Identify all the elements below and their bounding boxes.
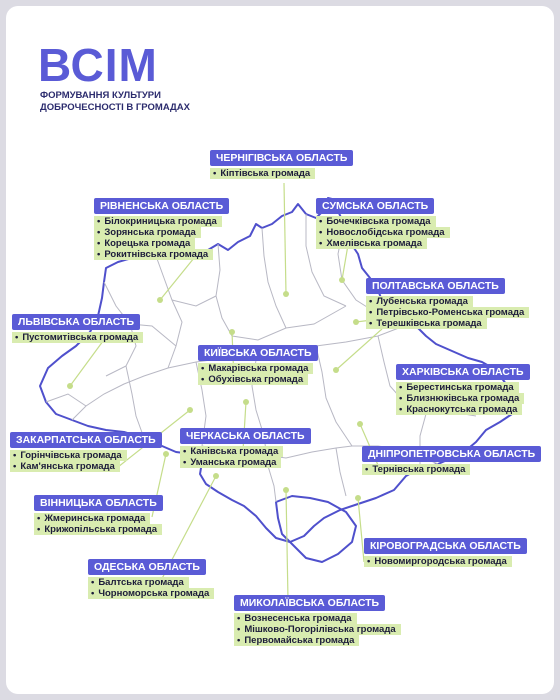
region-kharkivska xyxy=(396,362,530,415)
community-item: • Макарівська громада xyxy=(198,363,313,374)
community-item: • Первомайська громада xyxy=(234,635,359,646)
region-rivnenska xyxy=(94,196,229,260)
community-item: • Лубенська громада xyxy=(366,296,473,307)
community-item: • Чорноморська громада xyxy=(88,588,214,599)
community-item: • Вознесенська громада xyxy=(234,613,357,624)
region-title: ОДЕСЬКА ОБЛАСТЬ xyxy=(88,559,206,575)
region-mykolaivska xyxy=(234,593,401,646)
region-title: РІВНЕНСЬКА ОБЛАСТЬ xyxy=(94,198,229,214)
subtitle-line: ФОРМУВАННЯ КУЛЬТУРИ xyxy=(40,90,161,101)
region-vinnytska xyxy=(34,493,163,535)
region-chernihivska xyxy=(210,148,353,179)
region-lvivska xyxy=(12,312,143,343)
region-title: ХАРКІВСЬКА ОБЛАСТЬ xyxy=(396,364,530,380)
region-sumska xyxy=(316,196,450,249)
community-item: • Хмелівська громада xyxy=(316,238,427,249)
community-item: • Мішково-Погорілівська громада xyxy=(234,624,401,635)
community-item: • Горінчівська громада xyxy=(10,450,127,461)
region-title: ДНІПРОПЕТРОВСЬКА ОБЛАСТЬ xyxy=(362,446,541,462)
community-item: • Корецька громада xyxy=(94,238,195,249)
community-item: • Уманська громада xyxy=(180,457,281,468)
region-kirovohradska xyxy=(364,536,527,567)
community-item: • Пустомитівська громада xyxy=(12,332,143,343)
community-item: • Канівська громада xyxy=(180,446,283,457)
logo: ВСІМ xyxy=(38,39,158,91)
community-item: • Берестинська громада xyxy=(396,382,519,393)
region-odeska xyxy=(88,557,214,599)
region-poltavska xyxy=(366,276,529,329)
region-title: ЗАКАРПАТСЬКА ОБЛАСТЬ xyxy=(10,432,162,448)
subtitle xyxy=(40,90,190,114)
crimea-border xyxy=(276,496,356,562)
region-title: ЧЕРКАСЬКА ОБЛАСТЬ xyxy=(180,428,311,444)
region-title: КІРОВОГРАДСЬКА ОБЛАСТЬ xyxy=(364,538,527,554)
community-item: • Новомиргородська громада xyxy=(364,556,512,567)
region-title: СУМСЬКА ОБЛАСТЬ xyxy=(316,198,434,214)
community-item: • Крижопільська громада xyxy=(34,524,162,535)
region-title: КИЇВСЬКА ОБЛАСТЬ xyxy=(198,345,318,361)
subtitle-line: ДОБРОЧЕСНОСТІ В ГРОМАДАХ xyxy=(40,102,190,113)
community-item: • Близнюківська громада xyxy=(396,393,524,404)
community-item: • Балтська громада xyxy=(88,577,189,588)
region-title: ЛЬВІВСЬКА ОБЛАСТЬ xyxy=(12,314,140,330)
region-title: ЧЕРНІГІВСЬКА ОБЛАСТЬ xyxy=(210,150,353,166)
community-item: • Новослобідська громада xyxy=(316,227,450,238)
region-title: МИКОЛАЇВСЬКА ОБЛАСТЬ xyxy=(234,595,385,611)
community-item: • Жмеринська громада xyxy=(34,513,150,524)
region-title: ВІННИЦЬКА ОБЛАСТЬ xyxy=(34,495,163,511)
region-title: ПОЛТАВСЬКА ОБЛАСТЬ xyxy=(366,278,505,294)
community-item: • Бочечківська громада xyxy=(316,216,436,227)
community-item: • Зорянська громада xyxy=(94,227,201,238)
poster xyxy=(6,6,554,694)
community-item: • Обухівська громада xyxy=(198,374,308,385)
region-kyivska xyxy=(198,343,318,385)
community-item: • Петрівсько-Роменська громада xyxy=(366,307,529,318)
community-item: • Краснокутська громада xyxy=(396,404,522,415)
community-item: • Тернівська громада xyxy=(362,464,470,475)
community-item: • Кіптівська громада xyxy=(210,168,315,179)
region-zakarpatska xyxy=(10,430,162,472)
community-item: • Кам'янська громада xyxy=(10,461,120,472)
community-item: • Терешківська громада xyxy=(366,318,487,329)
region-cherkaska xyxy=(180,426,311,468)
community-item: • Рокитнівська громада xyxy=(94,249,213,260)
region-dnipropetrovska xyxy=(362,444,541,475)
community-item: • Білокриницька громада xyxy=(94,216,222,227)
